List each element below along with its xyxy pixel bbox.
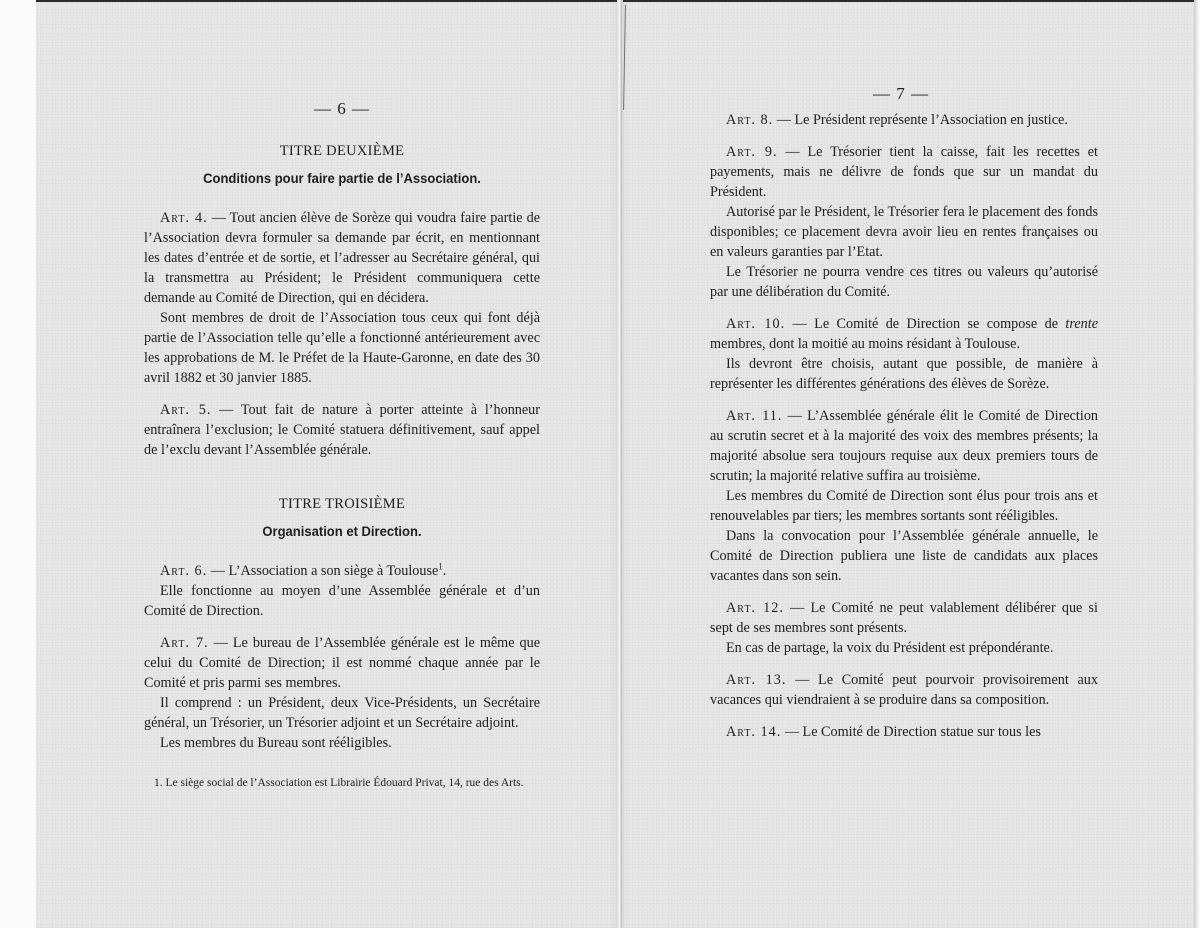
article-10 bbox=[710, 314, 1098, 394]
article-6 bbox=[144, 561, 540, 621]
article-paragraph: Art. 6. — L’Association a son siège à Toulouse$^1$. bbox=[160, 561, 447, 579]
article-paragraph bbox=[710, 598, 1098, 638]
article-paragraph bbox=[710, 314, 1098, 354]
article-paragraph: En cas de partage, la voix du Président est prépondérante. bbox=[726, 640, 1054, 656]
article-text: — Le Comité peut pourvoir provisoirement aux vacances qui viendraient à se produire dans sa composition. bbox=[710, 672, 1098, 708]
article-paragraph: Dans la convocation pour l’Assemblée générale annuelle, le Comité de Direction publiera une liste de candidats aux places vacantes dans son sein. bbox=[710, 528, 1098, 584]
article-label: Art. 4. bbox=[160, 210, 208, 226]
section-subtitle: Conditions pour faire partie de l’Association. bbox=[203, 170, 481, 186]
article-paragraph: Elle fonctionne au moyen d’une Assemblée générale et d’un Comité de Direction. bbox=[144, 583, 540, 619]
scan-left-margin bbox=[0, 0, 36, 928]
article-label: Art. 12. bbox=[726, 600, 784, 616]
article-text: — L’Assemblée générale élit le Comité de Direction au scrutin secret et à la majorité des voix des membres présents; la majorité absolue sera toujours requise aux deux premiers tours de scrutin; la majorité relative suffira au troisième. bbox=[710, 408, 1099, 484]
article-9 bbox=[710, 142, 1098, 302]
section-title: TITRE TROISIÈME bbox=[278, 496, 406, 512]
article-label: Art. 5. bbox=[160, 402, 212, 418]
article-label: Art. 6. bbox=[160, 563, 208, 579]
article-label: Art. 9. bbox=[726, 144, 778, 160]
article-paragraph bbox=[144, 633, 540, 693]
article-4 bbox=[144, 208, 540, 388]
article-paragraph: Les membres du Bureau sont rééligibles. bbox=[160, 735, 392, 751]
article-paragraph: Ils devront être choisis, autant que possible, de manière à représenter les différentes générations des élèves de Sorèze. bbox=[710, 356, 1098, 392]
article-label: Art. 8. bbox=[726, 112, 774, 128]
article-paragraph: Le Trésorier ne pourra vendre ces titres ou valeurs qu’autorisé par une délibération du Comité. bbox=[710, 264, 1098, 300]
emphasized-word: trente bbox=[1065, 316, 1098, 332]
section-title: TITRE DEUXIÈME bbox=[279, 143, 405, 159]
article-text: — Le Trésorier tient la caisse, fait les recettes et payements, mais ne délivre de fonds que sur un mandat du Président. bbox=[710, 144, 1098, 200]
article-text: — L’Association a son siège à Toulouse bbox=[210, 563, 439, 579]
article-11 bbox=[710, 406, 1098, 586]
article-text: — Le Comité ne peut valablement délibérer que si sept de ses membres sont présents. bbox=[710, 600, 1098, 636]
article-label: Art. 13. bbox=[726, 672, 787, 688]
footnote: 1. Le siège social de l’Association est Librairie Édouard Privat, 14, rue des Arts. bbox=[154, 777, 524, 789]
article-text: — Le Comité de Direction statue sur tous les bbox=[784, 724, 1041, 740]
article-text: membres, dont la moitié au moins résidant à Toulouse. bbox=[710, 336, 1021, 352]
article-paragraph bbox=[710, 142, 1098, 202]
article-paragraph bbox=[144, 208, 540, 308]
article-8 bbox=[710, 110, 1098, 130]
article-paragraph bbox=[710, 670, 1098, 710]
article-text: — Le Président représente l’Association en justice. bbox=[776, 112, 1068, 128]
article-label: Art. 7. bbox=[160, 635, 209, 651]
article-paragraph bbox=[710, 110, 1098, 130]
article-14 bbox=[710, 722, 1098, 742]
article-paragraph: Les membres du Comité de Direction sont élus pour trois ans et renouvelables par tiers; les membres sortants sont rééligibles. bbox=[710, 488, 1098, 524]
article-label: Art. 11. bbox=[726, 408, 783, 424]
article-text: — Tout ancien élève de Sorèze qui voudra faire partie de l’Association devra formuler sa demande par écrit, en mentionnant les dates d’entrée et de sortie, et l’adresser au Secrétaire général, qui la transmettra au Président; le Président communiquera cette demande au Comité de Direction, qui en décidera. bbox=[144, 210, 540, 306]
article-5 bbox=[144, 400, 540, 460]
article-paragraph bbox=[710, 722, 1098, 742]
section-gap bbox=[144, 472, 540, 496]
article-paragraph: Sont membres de droit de l’Association tous ceux qui font déjà partie de l’Association telle qu’elle a fonctionné antérieurement avec les approbations de M. le Préfet de la Haute-Garonne, en date des 30 avril 1882 et 30 janvier 1885. bbox=[144, 310, 540, 386]
article-13 bbox=[710, 670, 1098, 710]
article-paragraph: Autorisé par le Président, le Trésorier fera le placement des fonds disponibles; ce placement devra avoir lieu en rentes françaises ou en valeurs garanties par l’Etat. bbox=[710, 204, 1098, 260]
scan-right-edge bbox=[1194, 0, 1200, 928]
article-label: Art. 10. bbox=[726, 316, 786, 332]
article-12 bbox=[710, 598, 1098, 658]
book-gutter bbox=[617, 0, 623, 928]
article-text: — Tout fait de nature à porter atteinte à l’honneur entraînera l’exclusion; le Comité statuera définitivement, sauf appel de l’exclu devant l’Assemblée générale. bbox=[144, 402, 540, 458]
article-7 bbox=[144, 633, 540, 753]
page-number: — 7 — bbox=[873, 84, 929, 103]
article-paragraph bbox=[710, 406, 1098, 486]
article-paragraph: Il comprend : un Président, deux Vice-Présidents, un Secrétaire général, un Trésorier, un Trésorier adjoint et un Secrétaire adjoint. bbox=[144, 695, 540, 731]
page-number: — 6 — bbox=[314, 99, 370, 118]
article-label: Art. 14. bbox=[726, 724, 782, 740]
article-paragraph bbox=[144, 400, 540, 460]
left-page-content bbox=[144, 99, 540, 791]
section-subtitle: Organisation et Direction. bbox=[262, 523, 422, 539]
footnote-reference[interactable]: 1 bbox=[438, 561, 443, 572]
article-text: — Le bureau de l’Assemblée générale est le même que celui du Comité de Direction; il est nommé chaque année par le Comité et pris parmi ses membres. bbox=[144, 635, 540, 691]
article-text: — Le Comité de Direction se compose de bbox=[792, 316, 1058, 332]
right-page-content bbox=[710, 84, 1098, 754]
